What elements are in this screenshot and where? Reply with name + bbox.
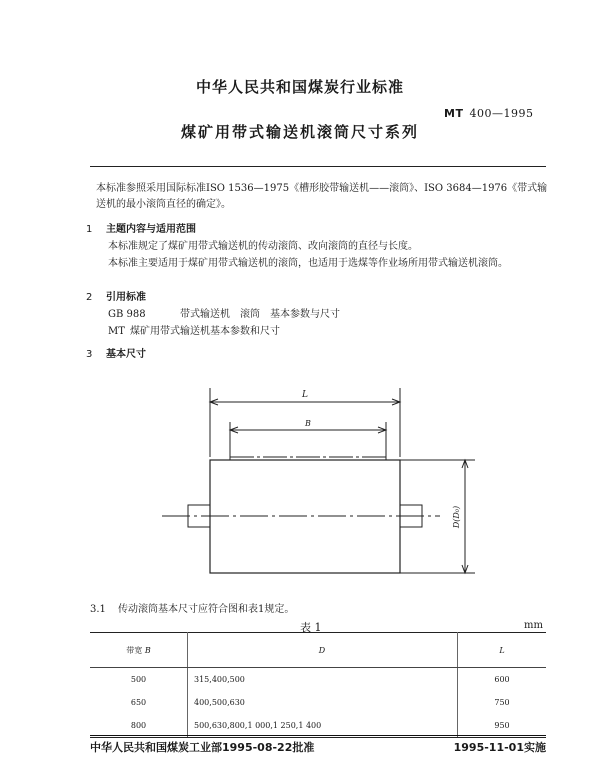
cell-length: 600: [494, 675, 510, 684]
reference-title: 煤矿用带式输送机基本参数和尺寸: [130, 326, 280, 337]
section-1-heading: [86, 220, 196, 235]
clause-number: 3.1: [90, 604, 106, 615]
label-b: B: [305, 419, 311, 428]
approval-note: 中华人民共和国煤炭工业部1995-08-22批准: [90, 741, 315, 754]
section-2-heading: [86, 288, 146, 303]
cell-diameter: 315,400,500: [188, 668, 458, 692]
standard-code: [444, 107, 533, 120]
standard-number: 400—1995: [469, 107, 534, 120]
cell-belt-width: 500: [90, 668, 188, 692]
cell-length: 750: [494, 698, 510, 707]
table-row: [90, 668, 546, 692]
table-header-row: [90, 633, 546, 668]
pulley-size-table: [90, 632, 546, 738]
label-l: L: [302, 390, 308, 400]
title-rule: [90, 166, 546, 167]
table-title: 表 1: [300, 621, 322, 634]
document-title: 煤矿用带式输送机滚筒尺寸系列: [180, 123, 419, 141]
header-belt-width-zh: 带宽: [126, 645, 143, 655]
section-3-number: 3: [86, 349, 93, 360]
header-belt-width: [90, 633, 188, 668]
table-row: [90, 714, 546, 738]
cell-diameter: 500,630,800,1 000,1 250,1 400: [188, 714, 458, 738]
section-2-number: 2: [86, 292, 93, 303]
label-d: D(D₀): [452, 505, 461, 529]
section-2-title: 引用标准: [106, 292, 146, 303]
header-belt-width-symbol: B: [144, 645, 151, 655]
clause-text: 传动滚筒基本尺寸应符合图和表1规定。: [118, 604, 295, 615]
effective-date: 1995-11-01实施: [453, 741, 546, 754]
header-length: L: [458, 633, 547, 668]
section-1-line-1: 本标准规定了煤矿用带式输送机的传动滚筒、改向滚筒的直径与长度。: [108, 241, 418, 252]
clause-3-1: [90, 600, 294, 615]
header-diameter: D: [188, 633, 458, 668]
reference-code: MT: [108, 326, 125, 337]
cell-belt-width: 800: [90, 714, 188, 738]
section-1-line-2: 本标准主要适用于煤矿用带式输送机的滚筒，也适用于选煤等作业场所用带式输送机滚筒。: [108, 258, 508, 269]
standard-prefix: MT: [444, 107, 464, 120]
section-3-heading: [86, 345, 146, 360]
table-row: [90, 691, 546, 714]
preface-paragraph: 本标准参照采用国际标准ISO 1536—1975《槽形胶带输送机——滚筒》、ISO 3684—1976《带式输送机的最小滚筒直径的确定》。: [96, 183, 548, 210]
section-1-title: 主题内容与适用范围: [106, 224, 196, 235]
cell-diameter: 400,500,630: [188, 691, 458, 714]
org-title: 中华人民共和国煤炭行业标准: [195, 78, 404, 96]
section-3-title: 基本尺寸: [106, 349, 146, 360]
reference-item: [108, 324, 280, 340]
reference-code: GB 988: [108, 309, 146, 320]
reference-title: 带式输送机 滚筒 基本参数与尺寸: [180, 309, 340, 320]
table-unit: mm: [524, 620, 543, 631]
cell-length: 950: [458, 714, 547, 738]
pulley-dimension-diagram: [150, 380, 480, 590]
cell-belt-width: 650: [90, 691, 188, 714]
reference-item: [108, 307, 340, 323]
section-1-number: 1: [86, 224, 93, 235]
footer-rule: [90, 735, 546, 736]
